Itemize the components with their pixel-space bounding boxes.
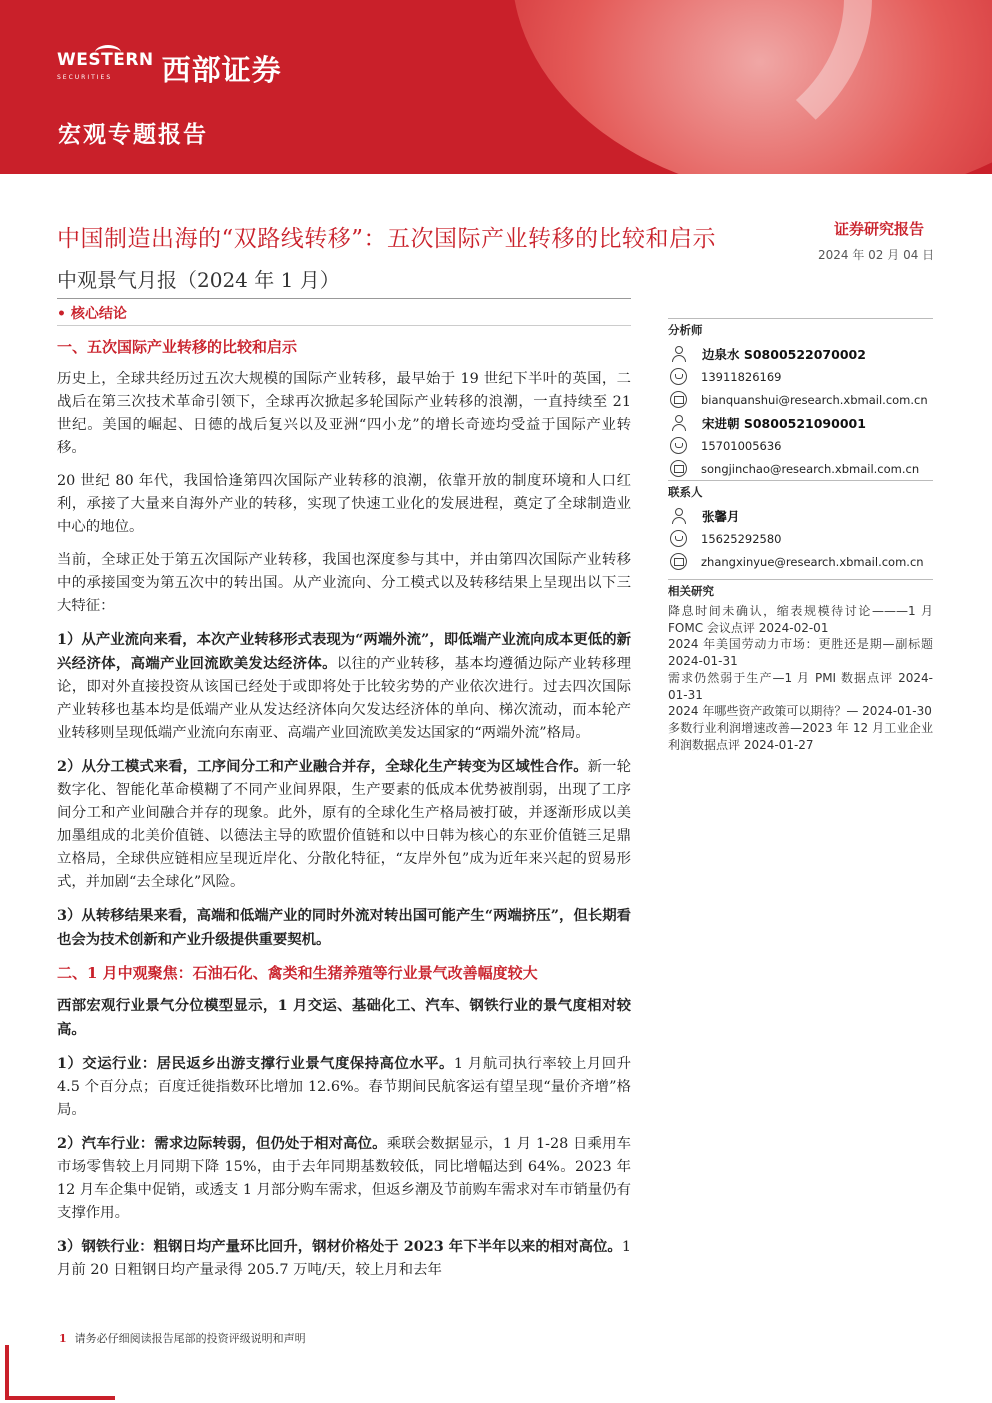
paragraph	[57, 994, 631, 1042]
related-research-label: 相关研究	[668, 584, 714, 598]
paragraph-body: 1 月前 20 日粗钢日均产量录得 205.7 万吨/天，较上月和去年	[57, 1239, 631, 1278]
contact-phone: 15625292580	[701, 531, 782, 546]
page-number: 1	[59, 1332, 67, 1345]
paragraph-body: 新一轮数字化、智能化革命模糊了不同产业间界限，生产要素的低成本优势被削弱，出现了工序间分工和产业间融合并存的现象。此外，原有的全球化生产格局被打破，并逐渐形成以美加墨组成的北美价值链、以德法主导的欧盟价值链和以中日韩为核心的东亚价值链三足鼎立格局，全球供应链相应呈现近岸化、分散化特征，“友岸外包”成为近年来兴起的贸易形式，并加剧“去全球化”风险。	[57, 759, 631, 890]
related-research-item[interactable]: 2024 年美国劳动力市场：更胜还是期—副标题 2024-01-31	[668, 637, 933, 669]
paragraph-body: 乘联会数据显示，1 月 1-28 日乘用车市场零售较上月同期下降 15%，由于去年同期基数较低，同比增幅达到 64%。2023 年 12 月车企集中促销，或透支 1 月部分购车需求，但返乡潮及节前购车需求对车市销量仍有支撑作用。	[57, 1136, 632, 1221]
related-research-item[interactable]: 多数行业利润增速改善—2023 年 12 月工业企业利润数据点评 2024-01-27	[668, 720, 933, 752]
paragraph-bold-lead: 3）从转移结果来看，高端和低端产业的同时外流对转出国可能产生“两端挤压”，但长期看也会为技术创新和产业升级提供重要契机。	[57, 907, 631, 948]
logo-en-text: WESTERN	[57, 49, 154, 70]
report-subtitle: 中观景气月报（2024 年 1 月）	[57, 268, 340, 292]
report-date: 2024 年 02 月 04 日	[818, 248, 935, 262]
section-heading-1: 一、五次国际产业转移的比较和启示	[57, 338, 298, 356]
mail-icon	[670, 460, 687, 477]
analyst2-phone-row	[668, 434, 933, 457]
report-stamp: 证券研究报告	[834, 220, 925, 238]
paragraph-bold-lead: 1）从产业流向来看，本次产业转移形式表现为“两端外流”，即低端产业流向成本更低的新兴经济体，高端产业回流欧美发达经济体。	[57, 631, 631, 672]
analyst-sidebar	[668, 318, 933, 753]
paragraph-bold-lead: 3）钢铁行业：粗钢日均产量环比回升，钢材价格处于 2023 年下半年以来的相对高位。	[57, 1238, 622, 1255]
core-divider	[57, 325, 631, 326]
logo-en-subtext: SECURITIES	[57, 73, 113, 81]
corner-decoration-horizontal	[5, 1396, 115, 1400]
paragraph: 20 世纪 80 年代，我国恰逢第四次国际产业转移的浪潮，依靠开放的制度环境和人口红利，承接了大量来自海外产业的转移，实现了快速工业化的发展进程，奠定了全球制造业中心的地位。	[57, 473, 631, 535]
phone-icon	[670, 437, 687, 454]
section-heading-2: 二、1 月中观聚焦：石油石化、禽类和生猪养殖等行业景气改善幅度较大	[57, 964, 538, 982]
phone-icon	[670, 530, 687, 547]
main-content	[57, 336, 631, 1292]
analyst2-name: 宋进朝 S0800521090001	[702, 415, 866, 431]
related-research-list	[668, 603, 933, 753]
contact-email-row	[668, 550, 933, 573]
phone-icon	[670, 368, 687, 385]
paragraph	[57, 1235, 631, 1282]
core-conclusion-heading: • 核心结论	[57, 306, 127, 322]
report-title: 中国制造出海的“双路线转移”：五次国际产业转移的比较和启示	[57, 226, 717, 252]
paragraph: 历史上，全球共经历过五次大规模的国际产业转移，最早始于 19 世纪下半叶的英国，二战后在第三次技术革命引领下，全球再次掀起多轮国际产业转移的浪潮，一直持续至 21 世纪。美国的崛起、日德的战后复兴以及亚洲“四小龙”的增长奇迹均受益于国际产业转移。	[57, 371, 631, 456]
footer-disclaimer: 请务必仔细阅读报告尾部的投资评级说明和声明	[74, 1332, 306, 1345]
sidebar-divider	[668, 318, 933, 319]
paragraph	[57, 1052, 631, 1122]
analyst2-email[interactable]: songjinchao@research.xbmail.com.cn	[701, 461, 920, 476]
contact-name: 张馨月	[702, 508, 740, 524]
analyst2-email-row	[668, 457, 933, 480]
analyst-label: 分析师	[668, 323, 703, 337]
header-banner	[0, 0, 992, 174]
paragraph-body: 以往的产业转移，基本均遵循边际产业转移理论，即对外直接投资从该国已经处于或即将处于比较劣势的产业依次进行。过去四次国际产业转移也基本均是低端产业从发达经济体向欠发达经济体的单向、梯次流动，而本轮产业转移则呈现低端产业流向东南亚、高端产业回流欧美发达国家的“两端外流”格局。	[57, 656, 631, 741]
paragraph: 当前，全球正处于第五次国际产业转移，我国也深度参与其中，并由第四次国际产业转移中的承接国变为第五次中的转出国。从产业流向、分工模式以及转移结果上呈现出以下三大特征：	[57, 552, 631, 614]
mail-icon	[670, 391, 687, 408]
paragraph	[57, 904, 631, 952]
analyst1-email[interactable]: bianquanshui@research.xbmail.com.cn	[701, 392, 928, 407]
analyst1-email-row	[668, 388, 933, 411]
sidebar-divider	[668, 480, 933, 481]
mail-icon	[670, 553, 687, 570]
corner-decoration-vertical	[5, 1345, 9, 1400]
related-research-item[interactable]: 需求仍然弱于生产—1 月 PMI 数据点评 2024-01-31	[668, 670, 933, 702]
title-divider	[57, 298, 631, 299]
sidebar-divider	[668, 579, 933, 580]
paragraph-bold-lead: 西部宏观行业景气分位模型显示，1 月交运、基础化工、汽车、钢铁行业的景气度相对较高。	[57, 997, 631, 1038]
contact-label: 联系人	[668, 485, 703, 499]
paragraph	[57, 628, 631, 745]
report-type: 宏观专题报告	[58, 121, 208, 148]
page-footer	[59, 1330, 306, 1346]
paragraph-body: 1 月航司执行率较上月回升 4.5 个百分点；百度迁徙指数环比增加 12.6%。春节期间民航客运有望呈现“量价齐增”格局。	[57, 1056, 632, 1118]
analyst1-phone-row	[668, 365, 933, 388]
paragraph	[57, 755, 631, 894]
contact-name-row	[668, 504, 933, 527]
related-research-item[interactable]: 降息时间未确认，缩表规模待讨论———1 月 FOMC 会议点评 2024-02-01	[668, 604, 933, 635]
analyst2-phone: 15701005636	[701, 438, 782, 453]
person-icon	[670, 346, 688, 362]
analyst1-phone: 13911826169	[701, 369, 782, 384]
company-logo	[57, 48, 282, 89]
paragraph-bold-lead: 1）交运行业：居民返乡出游支撑行业景气度保持高位水平。	[57, 1055, 454, 1072]
analyst1-name-row	[668, 342, 933, 365]
contact-email[interactable]: zhangxinyue@research.xbmail.com.cn	[701, 554, 924, 569]
person-icon	[670, 508, 688, 524]
paragraph	[57, 1132, 631, 1225]
contact-phone-row	[668, 527, 933, 550]
paragraph-bold-lead: 2）从分工模式来看，工序间分工和产业融合并存，全球化生产转变为区域性合作。	[57, 758, 588, 775]
logo-cn-text: 西部证券	[161, 53, 282, 87]
paragraph-bold-lead: 2）汽车行业：需求边际转弱，但仍处于相对高位。	[57, 1135, 387, 1152]
analyst1-name: 边泉水 S0800522070002	[702, 346, 866, 362]
person-icon	[670, 415, 688, 431]
logo-horn-icon	[95, 45, 121, 60]
related-research-item[interactable]: 2024 年哪些资产政策可以期待？— 2024-01-30	[668, 704, 932, 719]
analyst2-name-row	[668, 411, 933, 434]
